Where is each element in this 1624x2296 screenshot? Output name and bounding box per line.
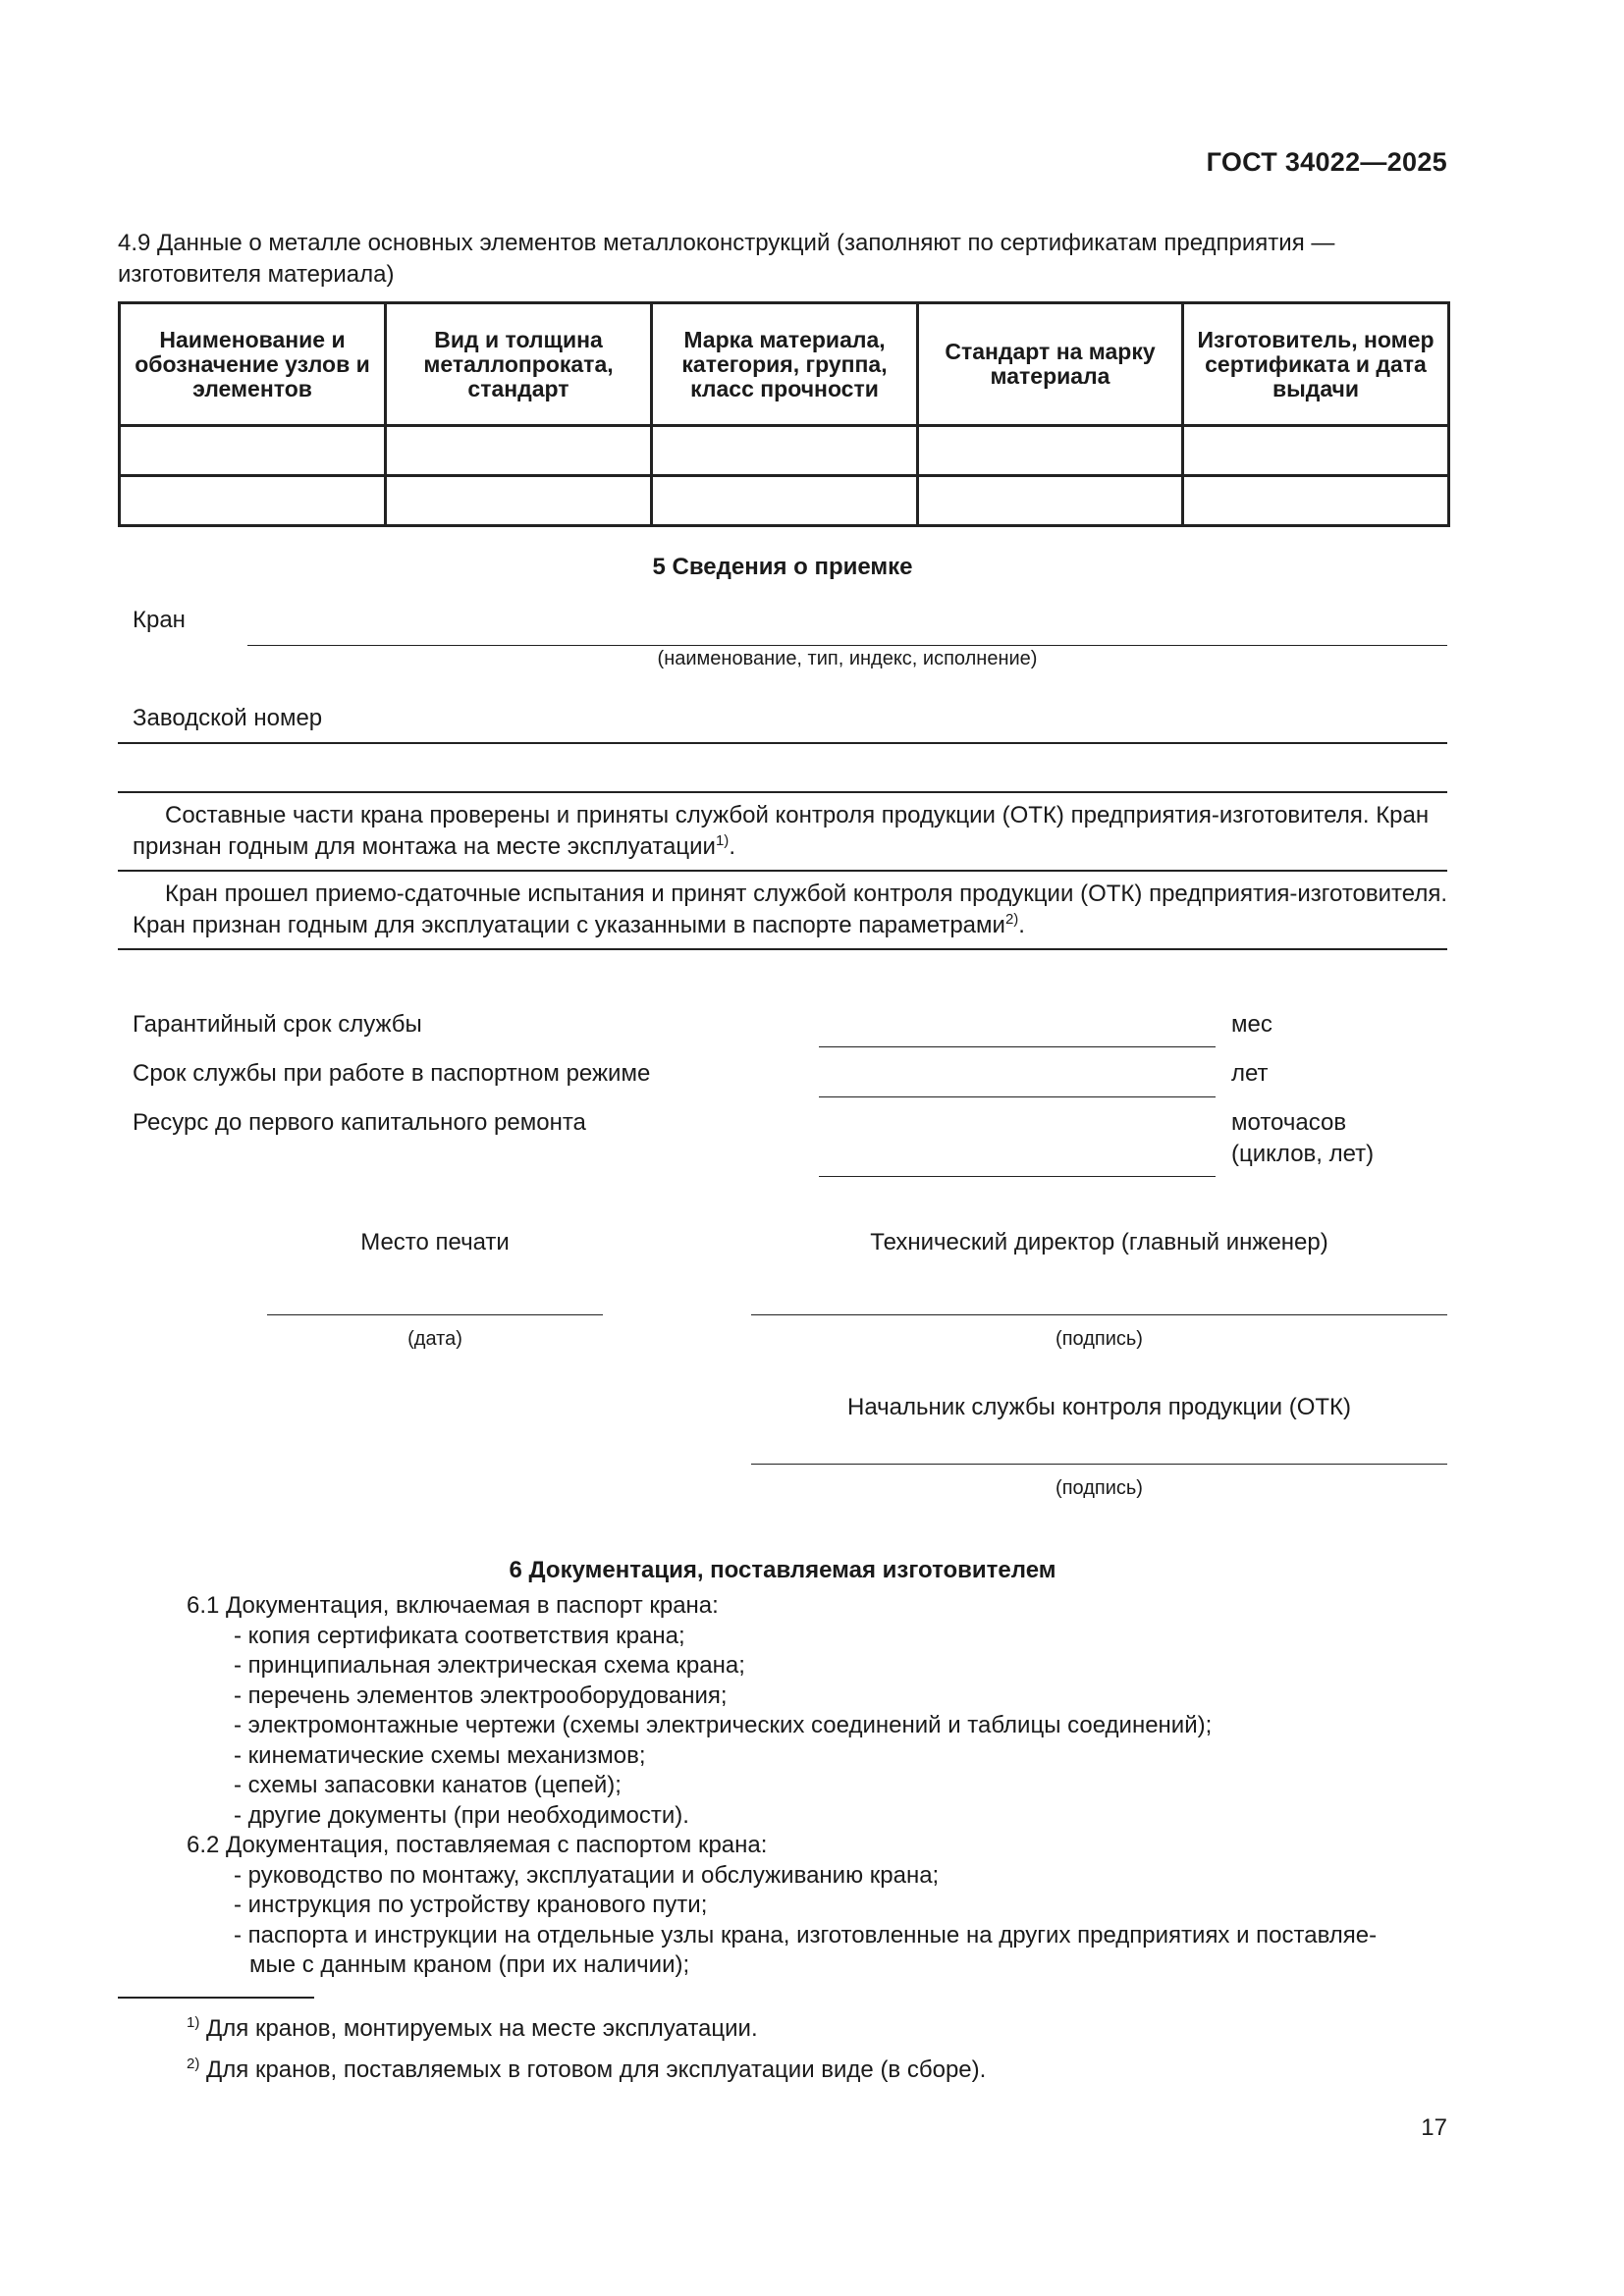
- footnote-1: [187, 2014, 1443, 2044]
- metal-data-table: [118, 301, 1450, 527]
- crane-label: Кран: [133, 607, 186, 633]
- section-5-title: 5 Сведения о приемке: [652, 554, 913, 580]
- list-item: - паспорта и инструкции на отдельные узлы крана, изготовленные на других предприятиях и поставляе-: [234, 1921, 1378, 1949]
- list-item: - электромонтажные чертежи (схемы электрических соединений и таблицы соединений);: [234, 1712, 1213, 1738]
- table-header-cell: Стандарт на марку материала: [918, 303, 1183, 426]
- footnote-mark: 2): [187, 2056, 200, 2072]
- service-life-fill-line[interactable]: [819, 1096, 1216, 1097]
- qc-head-label: Начальник службы контроля продукции (ОТК): [847, 1394, 1351, 1420]
- acceptance-paragraph-2: Кран прошел приемо-сдаточные испытания и принят службой контроля продукции (ОТК) предприятия-изготовителя. Кран признан годным для эксплуатации с указанными в паспорте параметрами$^{2)}$.: [133, 881, 1447, 938]
- list-item: - руководство по монтажу, эксплуатации и обслуживанию крана;: [234, 1861, 940, 1889]
- table-row: [120, 476, 1449, 526]
- list-item-continuation: мые с данным краном (при их наличии);: [249, 1951, 690, 1978]
- warranty-label: Гарантийный срок службы: [133, 1011, 422, 1038]
- warranty-fill-line[interactable]: [819, 1046, 1216, 1047]
- list-item: - другие документы (при необходимости).: [234, 1801, 689, 1829]
- footnote-2: [187, 2056, 1443, 2085]
- acceptance-paragraph-2-text: Кран прошел приемо-сдаточные испытания и принят службой контроля продукции (ОТК) предприятия-изготовителя. Кран признан годным для эксплуатации с указанными в паспорте параметрами: [133, 881, 1447, 938]
- list-item: - инструкция по устройству кранового пути;: [234, 1892, 708, 1918]
- list-item-6-1: 6.1 Документация, включаемая в паспорт крана:: [187, 1592, 719, 1619]
- crane-caption: (наименование, тип, индекс, исполнение): [657, 648, 1038, 669]
- footnote-mark: 1): [187, 2014, 200, 2031]
- stamp-place-label: Место печати: [360, 1229, 510, 1255]
- separator-line: [118, 870, 1447, 872]
- footnote-separator: [118, 1997, 314, 1999]
- list-item: - копия сертификата соответствия крана;: [234, 1622, 685, 1649]
- list-item: - перечень элементов электрооборудования;: [234, 1682, 728, 1709]
- signature-caption-2: (подпись): [1056, 1477, 1143, 1499]
- tech-director-signature-line[interactable]: [751, 1314, 1447, 1315]
- warranty-unit: мес: [1231, 1011, 1272, 1038]
- service-life-unit: лет: [1231, 1060, 1269, 1087]
- signature-caption: (подпись): [1056, 1328, 1143, 1350]
- date-caption: (дата): [407, 1328, 462, 1350]
- crane-fill-line[interactable]: [247, 645, 1447, 646]
- table-cell[interactable]: [120, 426, 386, 476]
- table-header-cell: Изготовитель, номер сертификата и дата выдачи: [1183, 303, 1449, 426]
- list-item: - кинематические схемы механизмов;: [234, 1741, 646, 1769]
- page-number: 17: [1421, 2114, 1447, 2141]
- table-cell[interactable]: [120, 476, 386, 526]
- table-header-cell: Вид и толщина металлопроката, стандарт: [386, 303, 652, 426]
- list-item-6-2: 6.2 Документация, поставляемая с паспортом крана:: [187, 1832, 768, 1858]
- date-fill-line[interactable]: [267, 1314, 603, 1315]
- acceptance-paragraph-1-text: Составные части крана проверены и приняты службой контроля продукции (ОТК) предприятия-изготовителя. Кран признан годным для монтажа на месте эксплуатации: [133, 802, 1430, 860]
- serial-number-line-2[interactable]: [118, 791, 1447, 793]
- footnote-text: Для кранов, поставляемых в готовом для эксплуатации виде (в сборе).: [206, 2056, 987, 2083]
- qc-head-signature-line[interactable]: [751, 1464, 1447, 1465]
- resource-unit: моточасов (циклов, лет): [1231, 1109, 1375, 1167]
- table-header-cell: Марка материала, категория, группа, класс прочности: [652, 303, 918, 426]
- resource-fill-line[interactable]: [819, 1176, 1216, 1177]
- table-row: [120, 426, 1449, 476]
- table-cell[interactable]: [386, 426, 652, 476]
- footnote-text: Для кранов, монтируемых на месте эксплуатации.: [206, 2015, 758, 2042]
- footnote-ref-2: 2): [1004, 911, 1019, 928]
- documentation-list: [187, 1591, 1453, 1981]
- technical-director-label: Технический директор (главный инженер): [870, 1229, 1328, 1255]
- list-item: - схемы запасовки канатов (цепей);: [234, 1772, 622, 1798]
- table-cell[interactable]: [918, 426, 1183, 476]
- footnote-ref-1: 1): [715, 832, 730, 849]
- table-header-row: [120, 303, 1449, 426]
- service-life-label: Срок службы при работе в паспортном режиме: [133, 1060, 651, 1087]
- document-code: ГОСТ 34022—2025: [1206, 147, 1447, 177]
- table-cell[interactable]: [386, 476, 652, 526]
- table-cell[interactable]: [652, 426, 918, 476]
- table-cell[interactable]: [1183, 426, 1449, 476]
- list-item: - принципиальная электрическая схема крана;: [234, 1652, 745, 1679]
- table-cell[interactable]: [918, 476, 1183, 526]
- resource-label: Ресурс до первого капитального ремонта: [133, 1109, 586, 1136]
- acceptance-paragraph-1: Составные части крана проверены и приняты службой контроля продукции (ОТК) предприятия-изготовителя. Кран признан годным для монтажа на месте эксплуатации$^{1)}$.: [133, 802, 1430, 860]
- serial-number-line[interactable]: [118, 742, 1447, 744]
- table-cell[interactable]: [1183, 476, 1449, 526]
- section-6-title: 6 Документация, поставляемая изготовителем: [509, 1557, 1056, 1583]
- table-header-cell: Наименование и обозначение узлов и элементов: [120, 303, 386, 426]
- section-4-9-text: 4.9 Данные о металле основных элементов металлоконструкций (заполняют по сертификатам предприятия — изготовителя материала): [118, 230, 1335, 288]
- serial-number-label: Заводской номер: [133, 705, 323, 731]
- table-cell[interactable]: [652, 476, 918, 526]
- separator-line: [118, 948, 1447, 950]
